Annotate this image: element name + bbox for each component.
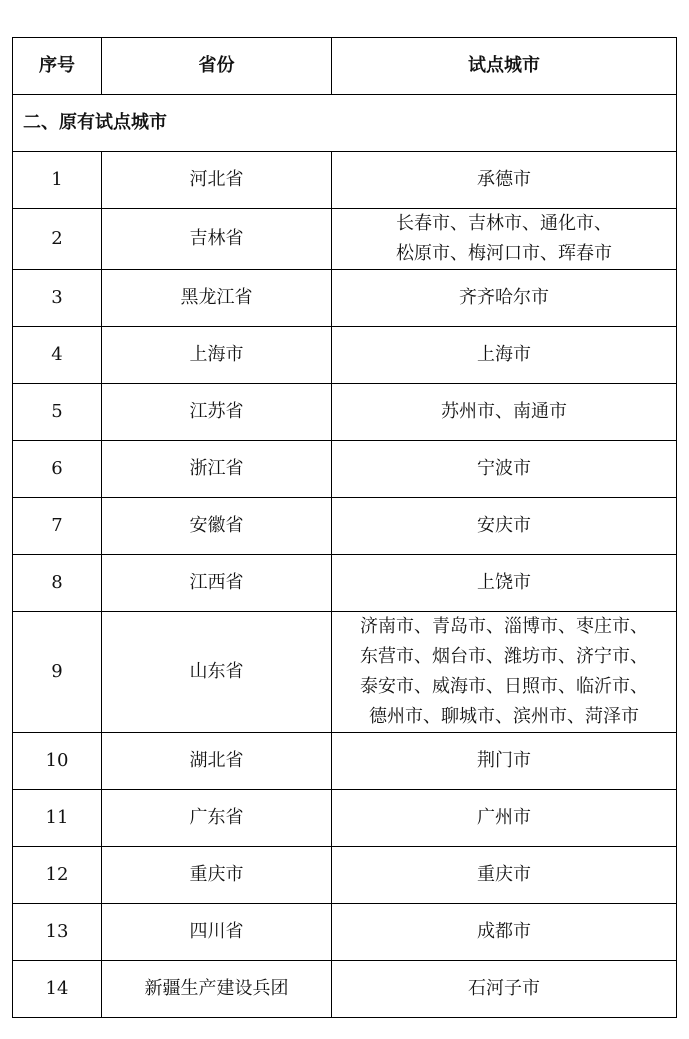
city-line: 齐齐哈尔市 (459, 287, 549, 308)
city-line: 松原市、梅河口市、珲春市 (396, 243, 612, 264)
row-index: 8 (13, 555, 102, 612)
header-index: 序号 (13, 38, 102, 95)
row-cities (332, 733, 677, 790)
row-province: 湖北省 (102, 733, 332, 790)
row-cities (332, 612, 677, 733)
row-cities (332, 498, 677, 555)
row-province: 新疆生产建设兵团 (102, 961, 332, 1018)
header-province: 省份 (102, 38, 332, 95)
table-row (13, 441, 677, 498)
row-province: 吉林省 (102, 209, 332, 270)
city-line: 荆门市 (477, 750, 531, 771)
table-row (13, 790, 677, 847)
table-row (13, 327, 677, 384)
row-province: 江西省 (102, 555, 332, 612)
row-cities (332, 961, 677, 1018)
row-province: 浙江省 (102, 441, 332, 498)
city-line: 上饶市 (477, 572, 531, 593)
row-province: 山东省 (102, 612, 332, 733)
row-cities (332, 152, 677, 209)
table-row (13, 498, 677, 555)
city-line: 东营市、烟台市、潍坊市、济宁市、 (360, 646, 648, 667)
table-row (13, 152, 677, 209)
city-line: 成都市 (477, 921, 531, 942)
table-row (13, 904, 677, 961)
city-line: 安庆市 (477, 515, 531, 536)
row-province: 四川省 (102, 904, 332, 961)
city-line: 泰安市、威海市、日照市、临沂市、 (360, 676, 648, 697)
header-cities: 试点城市 (332, 38, 677, 95)
row-cities (332, 790, 677, 847)
row-cities (332, 384, 677, 441)
row-province: 黑龙江省 (102, 270, 332, 327)
table-row (13, 612, 677, 733)
city-line: 长春市、吉林市、通化市、 (396, 213, 612, 234)
section-title: 二、原有试点城市 (13, 95, 677, 152)
table-row (13, 555, 677, 612)
city-line: 宁波市 (477, 458, 531, 479)
table-header-row (13, 38, 677, 95)
row-index: 13 (13, 904, 102, 961)
row-index: 1 (13, 152, 102, 209)
row-province: 上海市 (102, 327, 332, 384)
row-province: 河北省 (102, 152, 332, 209)
table-row (13, 961, 677, 1018)
city-line: 德州市、聊城市、滨州市、菏泽市 (369, 706, 639, 727)
city-line: 苏州市、南通市 (441, 401, 567, 422)
row-index: 11 (13, 790, 102, 847)
row-index: 10 (13, 733, 102, 790)
row-index: 7 (13, 498, 102, 555)
row-index: 2 (13, 209, 102, 270)
section-row (13, 95, 677, 152)
city-line: 济南市、青岛市、淄博市、枣庄市、 (360, 616, 648, 637)
row-cities (332, 441, 677, 498)
row-cities (332, 904, 677, 961)
table-row (13, 733, 677, 790)
row-province: 重庆市 (102, 847, 332, 904)
row-index: 6 (13, 441, 102, 498)
row-index: 3 (13, 270, 102, 327)
row-province: 江苏省 (102, 384, 332, 441)
row-index: 12 (13, 847, 102, 904)
row-index: 5 (13, 384, 102, 441)
row-province: 广东省 (102, 790, 332, 847)
city-line: 承德市 (477, 169, 531, 190)
row-index: 4 (13, 327, 102, 384)
city-line: 石河子市 (468, 978, 540, 999)
row-province: 安徽省 (102, 498, 332, 555)
row-cities (332, 555, 677, 612)
table-row (13, 384, 677, 441)
city-line: 上海市 (477, 344, 531, 365)
row-cities (332, 209, 677, 270)
city-line: 广州市 (477, 807, 531, 828)
pilot-cities-table (12, 37, 677, 1018)
row-cities (332, 270, 677, 327)
table-row (13, 847, 677, 904)
table-row (13, 209, 677, 270)
row-index: 14 (13, 961, 102, 1018)
row-cities (332, 327, 677, 384)
table-row (13, 270, 677, 327)
row-cities (332, 847, 677, 904)
city-line: 重庆市 (477, 864, 531, 885)
row-index: 9 (13, 612, 102, 733)
